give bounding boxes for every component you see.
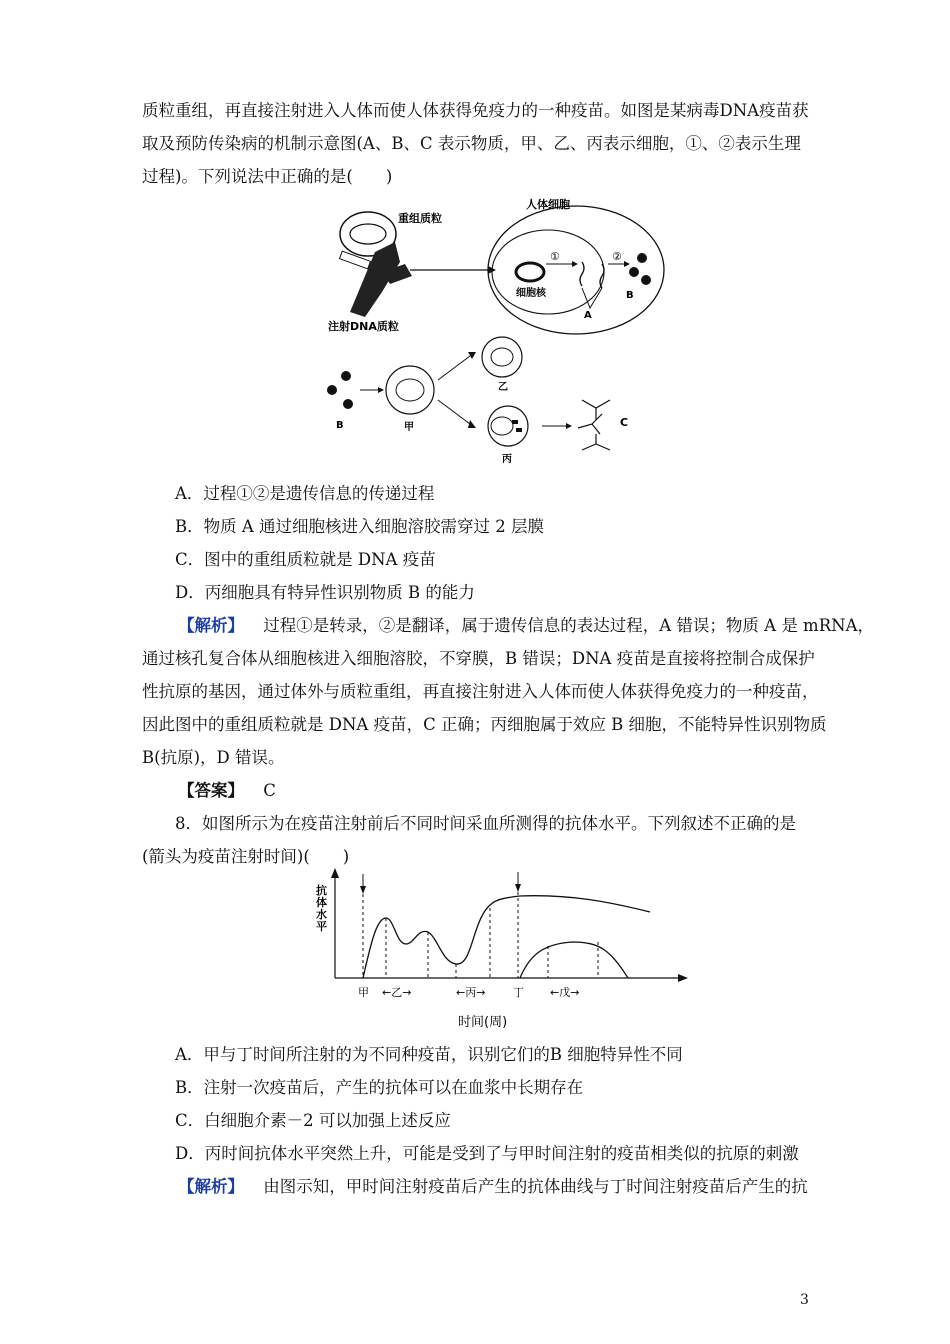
tick-bing: ←丙→ (456, 986, 486, 999)
q7-analysis-line-3: 性抗原的基因，通过体外与质粒重组，再直接注射进入人体而使人体获得免疫力的一种疫苗， (142, 682, 819, 701)
analysis-tag: 【解析】 (178, 616, 244, 635)
label-B-top: B (626, 290, 634, 301)
cell-jia (386, 366, 434, 414)
label-nucleus: 细胞核 (516, 288, 546, 299)
tick-wu: ←戊→ (550, 986, 580, 999)
q8-option-d: D．丙时间抗体水平突然上升，可能是受到了与甲时间注射的疫苗相类似的抗原的刺激 (175, 1144, 799, 1163)
q8-option-c: C．白细胞介素－2 可以加强上述反应 (175, 1111, 451, 1130)
svg-text:平: 平 (316, 920, 327, 933)
q8-analysis-text: 由图示知，甲时间注射疫苗后产生的抗体曲线与丁时间注射疫苗后产生的抗 (263, 1177, 808, 1196)
injection-arrow-ding (515, 884, 521, 892)
antibodies-C (578, 400, 610, 450)
q7-answer (178, 780, 858, 802)
label-step-1: ① (550, 250, 560, 263)
svg-text:水: 水 (316, 908, 327, 921)
tick-jia: 甲 (358, 986, 369, 999)
q7-option-c: C．图中的重组质粒就是 DNA 疫苗 (175, 550, 436, 569)
label-human-cell: 人体细胞 (526, 198, 570, 211)
q8-stem-line-2: (箭头为疫苗注射时间)( ) (142, 847, 350, 866)
q7-analysis-text-1: 过程①是转录，②是翻译，属于遗传信息的表达过程，A 错误；物质 A 是 mRNA， (263, 616, 874, 635)
curve-primary (363, 896, 650, 978)
cell-yi (482, 337, 522, 377)
tick-yi: ←乙→ (382, 986, 412, 999)
cell-bing (488, 406, 528, 446)
intro-line-1: 质粒重组，再直接注射进入人体而使人体获得免疫力的一种疫苗。如图是某病毒DNA疫苗获 (142, 101, 809, 120)
curve-secondary (520, 942, 628, 978)
label-recombinant-plasmid: 重组质粒 (398, 212, 442, 225)
label-B-bottom: B (336, 420, 344, 431)
q7-option-b: B．物质 A 通过细胞核进入细胞溶胶需穿过 2 层膜 (175, 517, 545, 536)
q8-stem-line-1: 8．如图所示为在疫苗注射前后不同时间采血所测得的抗体水平。下列叙述不正确的是 (175, 814, 796, 833)
svg-text:体: 体 (316, 896, 327, 909)
label-inject-dna: 注射DNA质粒 (328, 320, 399, 333)
q8-analysis-tag: 【解析】 (178, 1177, 244, 1196)
plasmid-in-nucleus (516, 263, 544, 281)
q7-option-a: A．过程①②是遗传信息的传递过程 (175, 484, 435, 503)
dna-vaccine-diagram (320, 192, 680, 467)
q7-analysis-line-5: B(抗原)，D 错误。 (142, 748, 285, 767)
label-C: C (620, 416, 629, 429)
intro-line-3: 过程)。下列说法中正确的是( ) (142, 167, 393, 186)
label-A: A (584, 310, 592, 321)
q7-option-d: D．丙细胞具有特异性识别物质 B 的能力 (175, 583, 475, 602)
plasmid-inner (350, 224, 386, 244)
q8-option-b: B．注射一次疫苗后，产生的抗体可以在血浆中长期存在 (175, 1078, 584, 1097)
q7-analysis-line-1 (178, 615, 874, 637)
tick-ding: 丁 (513, 986, 524, 999)
page-number: 3 (800, 1292, 809, 1308)
label-yi: 乙 (498, 382, 508, 393)
x-axis-label: 时间(周) (458, 1015, 508, 1030)
label-bing: 丙 (502, 454, 512, 465)
q8-option-a: A．甲与丁时间所注射的为不同种疫苗，识别它们的B 细胞特异性不同 (175, 1045, 683, 1064)
q7-analysis-line-4: 因此图中的重组质粒就是 DNA 疫苗，C 正确；丙细胞属于效应 B 细胞，不能特异性识别物质 (142, 715, 827, 734)
q8-analysis-line-1 (178, 1176, 858, 1198)
intro-line-2: 取及预防传染病的机制示意图(A、B、C 表示物质，甲、乙、丙表示细胞，①、②表示生理 (142, 134, 801, 153)
answer-value: C (263, 781, 276, 800)
q7-analysis-line-2: 通过核孔复合体从细胞核进入细胞溶胶，不穿膜，B 错误；DNA 疫苗是直接将控制合成保护 (142, 649, 815, 668)
injection-arrow-jia (360, 886, 366, 894)
label-step-2: ② (612, 250, 622, 263)
antibody-level-chart (310, 868, 690, 1038)
label-jia: 甲 (404, 422, 414, 433)
y-label-1: 抗 (316, 884, 327, 897)
answer-tag: 【答案】 (178, 781, 244, 800)
